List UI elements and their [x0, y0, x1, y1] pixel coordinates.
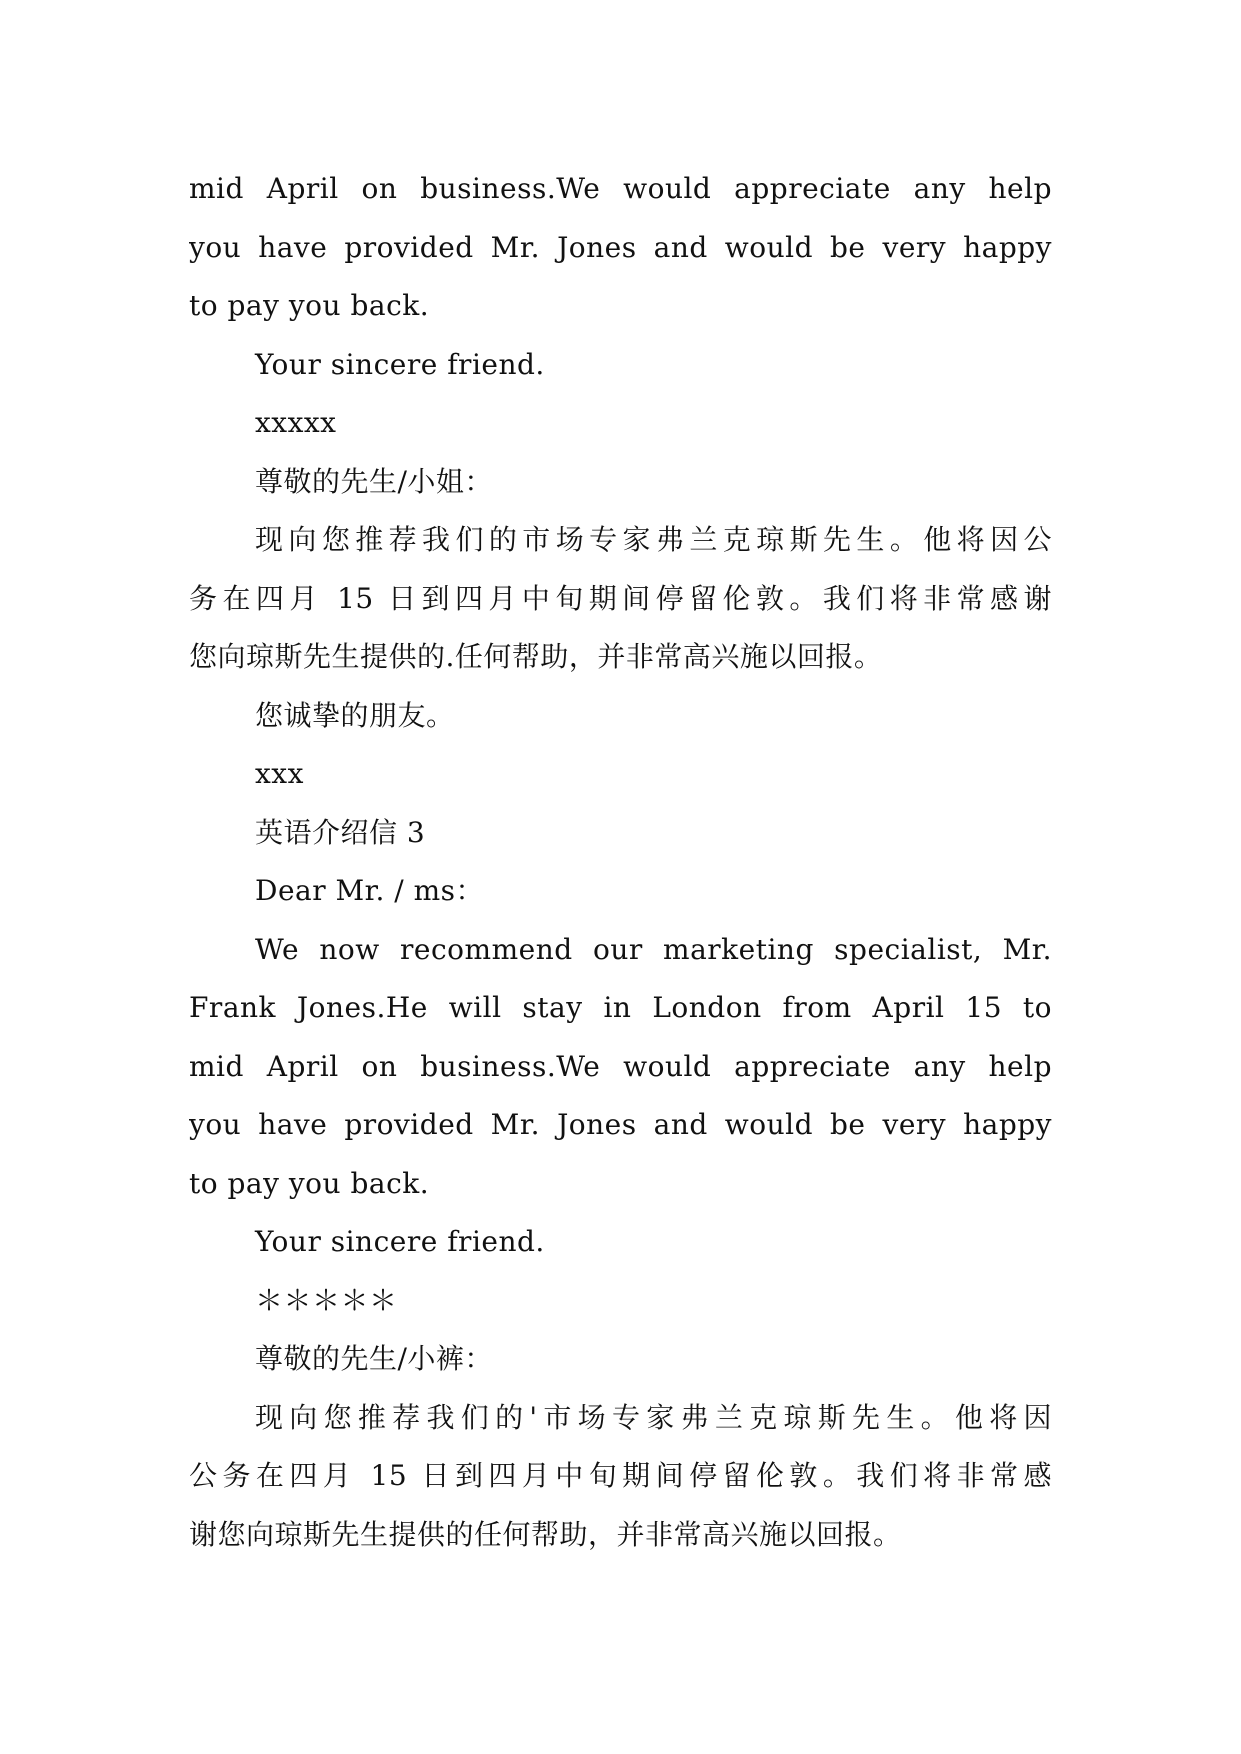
- closing-line: Your sincere friend.: [255, 347, 545, 381]
- text-line: mid April on business.We would appreciate any help: [189, 1049, 1052, 1083]
- signature-line: ＊＊＊＊＊: [255, 1283, 398, 1317]
- text-line: to pay you back.: [189, 1166, 430, 1200]
- text-line: mid April on business.We would appreciate any help: [189, 172, 1052, 205]
- text-line: 现向您推荐我们的'市场专家弗兰克琼斯先生。他将因: [255, 1400, 1052, 1434]
- signature-line: xxxxx: [255, 406, 337, 439]
- section-heading: 英语介绍信 3: [255, 815, 426, 849]
- signature-line: xxx: [255, 757, 304, 790]
- text-line: you have provided Mr. Jones and would be very happy: [189, 1108, 1052, 1141]
- closing-line: Your sincere friend.: [255, 1225, 545, 1258]
- salutation-line: 尊敬的先生/小姐：: [255, 464, 493, 498]
- salutation-line: 尊敬的先生/小裤：: [255, 1342, 493, 1375]
- salutation-line: Dear Mr. / ms：: [255, 874, 485, 907]
- text-line: you have provided Mr. Jones and would be very happy: [189, 230, 1052, 264]
- text-line: 现向您推荐我们的市场专家弗兰克琼斯先生。他将因公: [255, 523, 1052, 556]
- text-line: 务在四月 15 日到四月中旬期间停留伦敦。我们将非常感谢: [189, 581, 1052, 615]
- text-line: 谢您向琼斯先生提供的任何帮助，并非常高兴施以回报。: [189, 1517, 902, 1551]
- text-line: We now recommend our marketing specialist, Mr.: [255, 932, 1052, 966]
- text-line: Frank Jones.He will stay in London from April 15 to: [189, 991, 1052, 1024]
- text-line: 您向琼斯先生提供的.任何帮助，并非常高兴施以回报。: [189, 640, 883, 673]
- closing-line: 您诚挚的朋友。: [255, 698, 455, 732]
- letter-body: [189, 160, 1052, 1564]
- text-line: to pay you back.: [189, 289, 430, 322]
- text-line: 公务在四月 15 日到四月中旬期间停留伦敦。我们将非常感: [189, 1459, 1052, 1492]
